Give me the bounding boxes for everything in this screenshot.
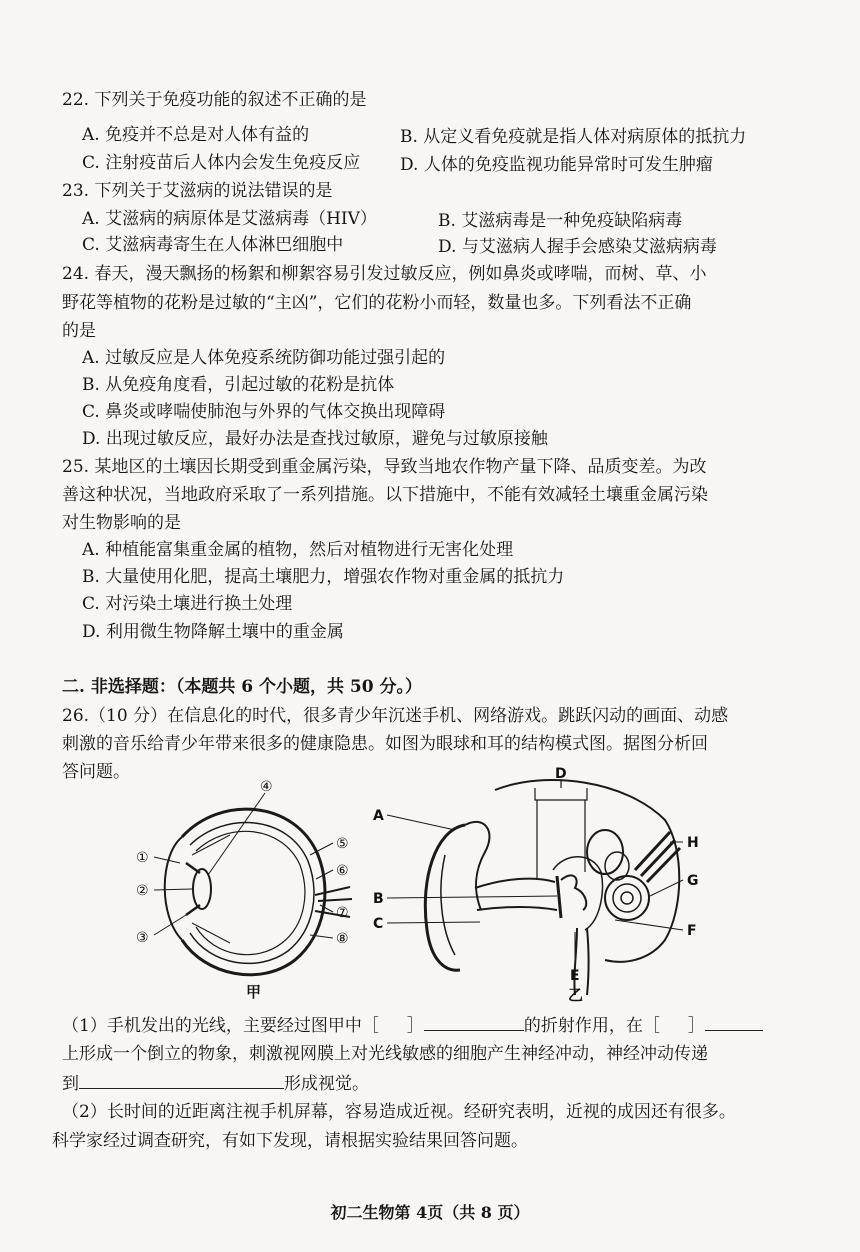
ear-label-h: H: [687, 835, 699, 851]
eye-label-5: ⑤: [336, 836, 349, 852]
answer-blank-5[interactable]: [79, 1072, 284, 1089]
q24-option-a: A. 过敏反应是人体免疫系统防御功能过强引起的: [82, 348, 446, 368]
eye-label-6: ⑥: [336, 863, 349, 879]
q26-p1-line2: 上形成一个倒立的物象，刺激视网膜上对光线敏感的细胞产生神经冲动，神经冲动传递: [62, 1044, 708, 1064]
answer-blank-4[interactable]: [705, 1014, 763, 1031]
q26-p1-line3-b: 形成视觉。: [284, 1074, 369, 1094]
eye-label-7: ⑦: [336, 905, 349, 921]
q26-p1-line3: [62, 1072, 369, 1095]
q26-p1-text-d: ］: [687, 1016, 705, 1036]
ear-label-a: A: [373, 808, 384, 824]
ear-label-g: G: [687, 873, 699, 889]
ear-diagram: [365, 760, 710, 1010]
eye-label-1: ①: [136, 850, 149, 866]
q26-stem-line3: 答问题。: [62, 762, 130, 782]
q24-stem-line1: 24. 春天，漫天飘扬的杨絮和柳絮容易引发过敏反应，例如鼻炎或哮喘，而树、草、小: [62, 264, 707, 284]
q23-option-a: A. 艾滋病的病原体是艾滋病毒（HIV）: [82, 209, 377, 229]
q24-option-b: B. 从免疫角度看，引起过敏的花粉是抗体: [82, 375, 395, 395]
q26-p2-line2: 科学家经过调查研究，有如下发现，请根据实验结果回答问题。: [52, 1131, 528, 1151]
q23-stem: 23. 下列关于艾滋病的说法错误的是: [62, 181, 333, 201]
answer-blank-2[interactable]: [424, 1014, 524, 1031]
eye-label-3: ③: [136, 930, 149, 946]
q23-option-d: D. 与艾滋病人握手会感染艾滋病病毒: [438, 237, 717, 257]
q25-option-c: C. 对污染土壤进行换土处理: [82, 594, 293, 614]
q25-stem-line1: 25. 某地区的土壤因长期受到重金属污染，导致当地农作物产量下降、品质变差。为改: [62, 457, 707, 477]
ear-label-e: E: [570, 968, 580, 984]
page-footer: 初二生物第 4页（共 8 页）: [330, 1203, 530, 1222]
q24-option-c: C. 鼻炎或哮喘使肺泡与外界的气体交换出现障碍: [82, 402, 446, 422]
q22-option-a: A. 免疫并不总是对人体有益的: [82, 125, 310, 145]
q24-stem-line2: 野花等植物的花粉是过敏的“主凶”，它们的花粉小而轻，数量也多。下列看法不正确: [62, 293, 692, 313]
eye-diagram: [120, 775, 370, 1005]
q26-stem-line2: 刺激的音乐给青少年带来很多的健康隐患。如图为眼球和耳的结构模式图。据图分析回: [62, 734, 708, 754]
q26-p1-text-b: ］: [406, 1016, 424, 1036]
q25-option-a: A. 种植能富集重金属的植物，然后对植物进行无害化处理: [82, 540, 514, 560]
q25-option-b: B. 大量使用化肥，提高土壤肥力，增强农作物对重金属的抵抗力: [82, 567, 565, 587]
q26-p1-line1: [62, 1014, 763, 1037]
q22-option-c: C. 注射疫苗后人体内会发生免疫反应: [82, 153, 361, 173]
ear-caption: 乙: [568, 986, 584, 1004]
q26-p1-text-c: 的折射作用，在［: [523, 1016, 660, 1036]
q25-option-d: D. 利用微生物降解土壤中的重金属: [82, 622, 344, 642]
q22-stem: 22. 下列关于免疫功能的叙述不正确的是: [62, 90, 367, 110]
q26-stem-line1: 26.（10 分）在信息化的时代，很多青少年沉迷手机、网络游戏。跳跃闪动的画面、动感: [62, 706, 729, 726]
q22-option-b: B. 从定义看免疫就是指人体对病原体的抵抗力: [400, 127, 747, 147]
q25-stem-line2: 善这种状况，当地政府采取了一系列措施。以下措施中，不能有效减轻土壤重金属污染: [62, 485, 708, 505]
ear-label-f: F: [687, 923, 697, 939]
q24-option-d: D. 出现过敏反应，最好办法是查找过敏原，避免与过敏原接触: [82, 429, 548, 449]
q26-p1-line3-a: 到: [62, 1074, 79, 1094]
ear-label-c: C: [373, 916, 384, 932]
q23-option-b: B. 艾滋病毒是一种免疫缺陷病毒: [438, 211, 683, 231]
section2-heading: 二. 非选择题：（本题共 6 个小题，共 50 分。）: [62, 677, 422, 697]
eye-label-8: ⑧: [336, 931, 349, 947]
q25-stem-line3: 对生物影响的是: [62, 513, 181, 533]
q23-option-c: C. 艾滋病毒寄生在人体淋巴细胞中: [82, 235, 344, 255]
q24-stem-line3: 的是: [62, 321, 96, 341]
eye-caption: 甲: [246, 983, 262, 1001]
ear-label-b: B: [373, 891, 384, 907]
ear-label-d: D: [555, 766, 567, 782]
q26-p1-text-a: （1）手机发出的光线，主要经过图甲中［: [62, 1016, 379, 1036]
eye-label-4: ④: [260, 779, 273, 795]
eye-label-2: ②: [136, 883, 149, 899]
q26-p2-line1: （2）长时间的近距离注视手机屏幕，容易造成近视。经研究表明，近视的成因还有很多。: [62, 1102, 736, 1122]
q22-option-d: D. 人体的免疫监视功能异常时可发生肿瘤: [400, 155, 713, 175]
